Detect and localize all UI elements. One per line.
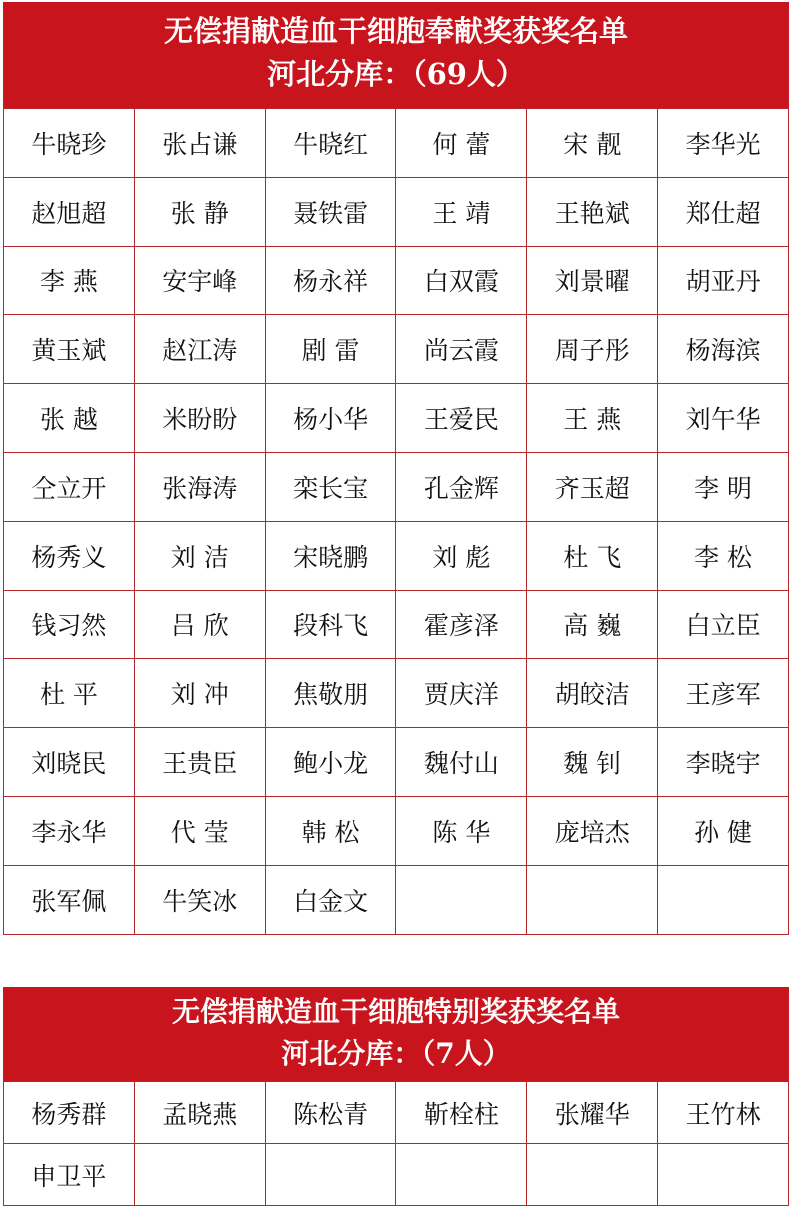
table-row	[4, 384, 789, 453]
name-cell: 张 静	[134, 177, 265, 246]
name-cell: 聂铁雷	[265, 177, 396, 246]
name-cell: 张军佩	[4, 865, 135, 934]
name-cell: 张占谦	[134, 109, 265, 178]
name-cell: 吕 欣	[134, 590, 265, 659]
name-cell: 李 燕	[4, 246, 135, 315]
name-cell: 刘景曜	[527, 246, 658, 315]
name-cell: 赵江涛	[134, 315, 265, 384]
empty-cell	[658, 865, 789, 934]
name-cell: 白双霞	[396, 246, 527, 315]
name-cell: 鲍小龙	[265, 728, 396, 797]
name-cell: 高 巍	[527, 590, 658, 659]
table-row	[4, 109, 789, 178]
name-cell: 孙 健	[658, 796, 789, 865]
empty-cell	[527, 865, 658, 934]
name-cell: 李华光	[658, 109, 789, 178]
name-cell: 张 越	[4, 384, 135, 453]
name-cell: 张海涛	[134, 452, 265, 521]
special-award-table	[3, 1081, 789, 1206]
table-row	[4, 1082, 789, 1144]
empty-cell	[134, 1144, 265, 1206]
name-cell: 陈 华	[396, 796, 527, 865]
name-cell: 杨永祥	[265, 246, 396, 315]
name-cell: 白立臣	[658, 590, 789, 659]
name-cell: 魏付山	[396, 728, 527, 797]
name-cell: 杜 飞	[527, 521, 658, 590]
table-row	[4, 521, 789, 590]
name-cell: 庞培杰	[527, 796, 658, 865]
name-cell: 栾长宝	[265, 452, 396, 521]
name-cell: 赵旭超	[4, 177, 135, 246]
name-cell: 牛晓珍	[4, 109, 135, 178]
dedication-award-title: 无偿捐献造血干细胞奉献奖获奖名单	[163, 14, 628, 48]
empty-cell	[396, 865, 527, 934]
name-cell: 贾庆洋	[396, 659, 527, 728]
name-cell: 刘 冲	[134, 659, 265, 728]
dedication-award-header	[3, 2, 789, 108]
name-cell: 张耀华	[527, 1082, 658, 1144]
empty-cell	[396, 1144, 527, 1206]
dedication-award-subtitle: 河北分库：（69人）	[267, 57, 525, 91]
name-cell: 魏 钊	[527, 728, 658, 797]
table-row	[4, 246, 789, 315]
name-cell: 宋 靓	[527, 109, 658, 178]
name-cell: 代 莹	[134, 796, 265, 865]
name-cell: 尚云霞	[396, 315, 527, 384]
table-row	[4, 865, 789, 934]
name-cell: 杜 平	[4, 659, 135, 728]
name-cell: 王彦军	[658, 659, 789, 728]
name-cell: 杨秀义	[4, 521, 135, 590]
name-cell: 靳栓柱	[396, 1082, 527, 1144]
table-row	[4, 1144, 789, 1206]
name-cell: 米盼盼	[134, 384, 265, 453]
name-cell: 杨秀群	[4, 1082, 135, 1144]
name-cell: 白金文	[265, 865, 396, 934]
special-award-title: 无偿捐献造血干细胞特别奖获奖名单	[171, 995, 620, 1028]
special-award-section	[3, 987, 789, 1206]
table-row	[4, 796, 789, 865]
name-cell: 焦敬朋	[265, 659, 396, 728]
name-cell: 段科飞	[265, 590, 396, 659]
dedication-award-section	[3, 2, 789, 935]
name-cell: 孟晓燕	[134, 1082, 265, 1144]
table-row	[4, 315, 789, 384]
name-cell: 剧 雷	[265, 315, 396, 384]
table-row	[4, 659, 789, 728]
name-cell: 安宇峰	[134, 246, 265, 315]
name-cell: 韩 松	[265, 796, 396, 865]
name-cell: 陈松青	[265, 1082, 396, 1144]
name-cell: 宋晓鹏	[265, 521, 396, 590]
name-cell: 钱习然	[4, 590, 135, 659]
name-cell: 仝立开	[4, 452, 135, 521]
dedication-award-table	[3, 108, 789, 935]
name-cell: 刘晓民	[4, 728, 135, 797]
name-cell: 胡亚丹	[658, 246, 789, 315]
name-cell: 李晓宇	[658, 728, 789, 797]
empty-cell	[265, 1144, 396, 1206]
special-award-subtitle: 河北分库：（7人）	[281, 1037, 511, 1070]
name-cell: 刘午华	[658, 384, 789, 453]
table-row	[4, 452, 789, 521]
name-cell: 王爱民	[396, 384, 527, 453]
name-cell: 杨小华	[265, 384, 396, 453]
name-cell: 霍彦泽	[396, 590, 527, 659]
name-cell: 刘 洁	[134, 521, 265, 590]
name-cell: 申卫平	[4, 1144, 135, 1206]
name-cell: 杨海滨	[658, 315, 789, 384]
name-cell: 郑仕超	[658, 177, 789, 246]
name-cell: 齐玉超	[527, 452, 658, 521]
name-cell: 王竹林	[658, 1082, 789, 1144]
name-cell: 王 靖	[396, 177, 527, 246]
name-cell: 刘 彪	[396, 521, 527, 590]
name-cell: 李 松	[658, 521, 789, 590]
empty-cell	[527, 1144, 658, 1206]
name-cell: 王贵臣	[134, 728, 265, 797]
name-cell: 牛晓红	[265, 109, 396, 178]
name-cell: 黄玉斌	[4, 315, 135, 384]
name-cell: 牛笑冰	[134, 865, 265, 934]
name-cell: 王艳斌	[527, 177, 658, 246]
table-row	[4, 590, 789, 659]
name-cell: 何 蕾	[396, 109, 527, 178]
name-cell: 孔金辉	[396, 452, 527, 521]
name-cell: 王 燕	[527, 384, 658, 453]
table-row	[4, 177, 789, 246]
table-row	[4, 728, 789, 797]
name-cell: 胡皎洁	[527, 659, 658, 728]
name-cell: 李永华	[4, 796, 135, 865]
empty-cell	[658, 1144, 789, 1206]
name-cell: 李 明	[658, 452, 789, 521]
special-award-header	[3, 987, 789, 1081]
name-cell: 周子彤	[527, 315, 658, 384]
